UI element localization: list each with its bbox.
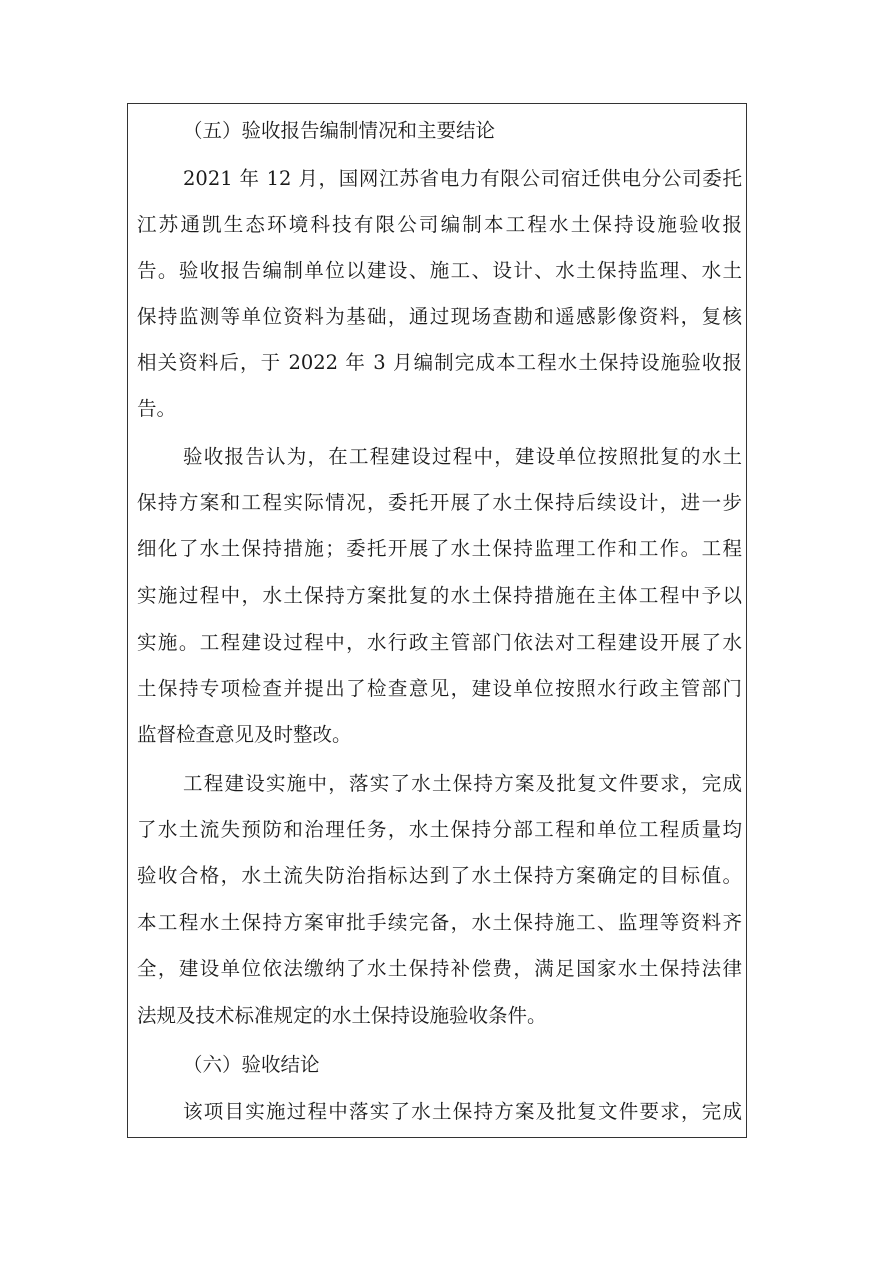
section-heading-6: （六）验收结论: [183, 1053, 320, 1076]
paragraph-line: 验收报告认为，在工程建设过程中，建设单位按照批复的水土: [183, 445, 742, 468]
paragraph-line: 江苏通凯生态环境科技有限公司编制本工程水土保持设施验收报: [137, 213, 742, 236]
paragraph-line: 监督检查意见及时整改。: [137, 723, 352, 746]
paragraph-line: 该项目实施过程中落实了水土保持方案及批复文件要求，完成: [183, 1100, 742, 1123]
paragraph-line: 法规及技术标准规定的水土保持设施验收条件。: [137, 1004, 547, 1027]
paragraph-line: 土保持专项检查并提出了检查意见，建设单位按照水行政主管部门: [137, 677, 742, 700]
paragraph-line: 验收合格，水土流失防治指标达到了水土保持方案确定的目标值。: [137, 864, 742, 887]
paragraph-line: 实施。工程建设过程中，水行政主管部门依法对工程建设开展了水: [137, 631, 742, 654]
paragraph-line: 了水土流失预防和治理任务，水土保持分部工程和单位工程质量均: [137, 818, 742, 841]
paragraph-line: 2021 年 12 月，国网江苏省电力有限公司宿迁供电分公司委托: [183, 167, 742, 190]
section-heading-5: （五）验收报告编制情况和主要结论: [183, 119, 496, 142]
paragraph-line: 工程建设实施中，落实了水土保持方案及批复文件要求，完成: [183, 772, 742, 795]
paragraph-line: 相关资料后，于 2022 年 3 月编制完成本工程水土保持设施验收报: [137, 351, 742, 374]
paragraph-line: 保持监测等单位资料为基础，通过现场查勘和遥感影像资料，复核: [137, 305, 742, 328]
paragraph-line: 告。验收报告编制单位以建设、施工、设计、水土保持监理、水土: [137, 259, 742, 282]
paragraph-line: 全，建设单位依法缴纳了水土保持补偿费，满足国家水土保持法律: [137, 957, 742, 980]
paragraph-line: 本工程水土保持方案审批手续完备，水土保持施工、监理等资料齐: [137, 911, 742, 934]
paragraph-line: 告。: [137, 397, 177, 420]
paragraph-line: 保持方案和工程实际情况，委托开展了水土保持后续设计，进一步: [137, 491, 742, 514]
paragraph-line: 细化了水土保持措施；委托开展了水土保持监理工作和工作。工程: [137, 537, 742, 560]
paragraph-line: 实施过程中，水土保持方案批复的水土保持措施在主体工程中予以: [137, 584, 742, 607]
